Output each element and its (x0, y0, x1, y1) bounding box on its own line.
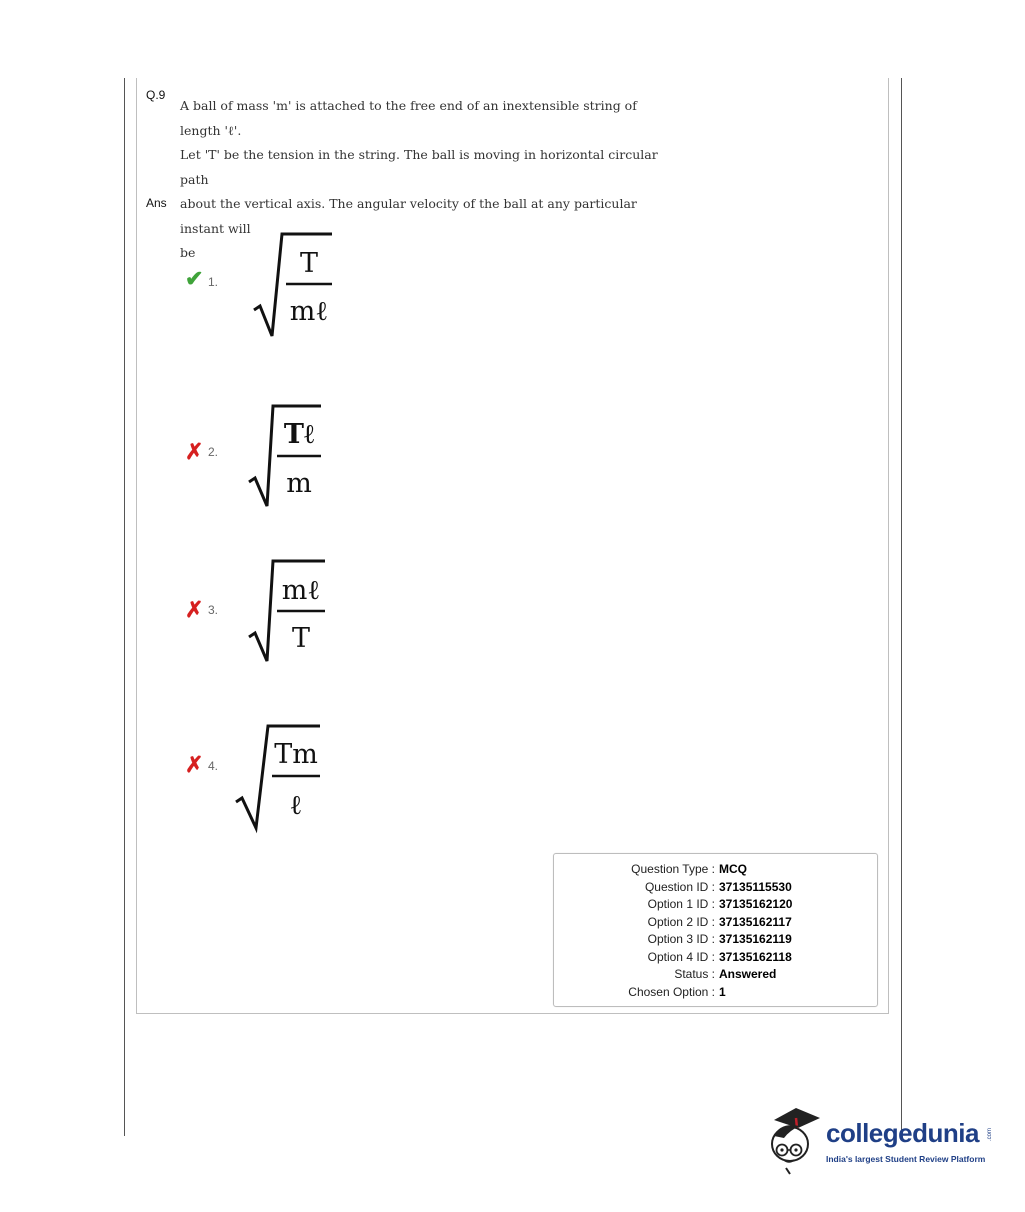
right-page-rule (901, 78, 902, 1136)
cross-mark-icon: ✗ (185, 597, 204, 622)
question-number: Q.9 (146, 88, 166, 102)
option-3-numerator: mℓ (281, 575, 321, 606)
collegedunia-logo (766, 1104, 1006, 1184)
option-2-number: 2. (208, 445, 219, 459)
option-3-formula (245, 553, 335, 665)
info-row-status: Status : Answered (674, 967, 777, 981)
info-row-question-id: Question ID : 37135115530 (644, 880, 792, 894)
cross-mark-icon: ✗ (185, 752, 204, 777)
option-1-numerator: T (299, 248, 319, 279)
logo-wordmark: collegedunia (826, 1118, 979, 1148)
option-2-numerator: Tℓ (283, 419, 315, 450)
option-4-denominator: ℓ (289, 790, 303, 821)
option-4-numerator: Tm (274, 739, 318, 770)
option-1-formula (250, 228, 340, 340)
option-1-number: 1. (208, 275, 219, 289)
cross-mark-icon: ✗ (185, 439, 204, 464)
question-line-1: A ball of mass 'm' is attached to the free end of an inextensible string of length 'ℓ'. (180, 98, 637, 138)
info-row-option-2-id: Option 2 ID : 37135162117 (647, 915, 792, 929)
info-row-option-4-id: Option 4 ID : 37135162118 (647, 950, 792, 964)
option-2-denominator: m (286, 468, 312, 499)
logo-tagline: India's largest Student Review Platform (826, 1154, 986, 1164)
option-1-denominator: mℓ (289, 296, 329, 327)
info-row-option-1-id: Option 1 ID : 37135162120 (647, 897, 793, 911)
option-3-denominator: T (291, 623, 311, 654)
option-2-formula (245, 400, 335, 512)
answer-label: Ans (146, 196, 167, 210)
option-4-number: 4. (208, 759, 219, 773)
question-line-3: about the vertical axis. The angular velocity of the ball at any particular instant will (180, 196, 637, 236)
info-row-chosen-option: Chosen Option : 1 (628, 985, 726, 999)
info-row-option-3-id: Option 3 ID : 37135162119 (647, 932, 792, 946)
logo-domain: .com (987, 1128, 993, 1142)
question-line-4: be (180, 245, 196, 260)
question-info-box (553, 853, 878, 1007)
mascot-icon (766, 1104, 824, 1176)
question-line-2: Let 'T' be the tension in the string. The ball is moving in horizontal circular path (180, 147, 658, 187)
left-page-rule (124, 78, 125, 1136)
option-3-number: 3. (208, 603, 219, 617)
option-4-formula (232, 718, 332, 833)
check-mark-icon: ✔ (185, 266, 204, 291)
info-row-question-type: Question Type : MCQ (631, 862, 747, 876)
